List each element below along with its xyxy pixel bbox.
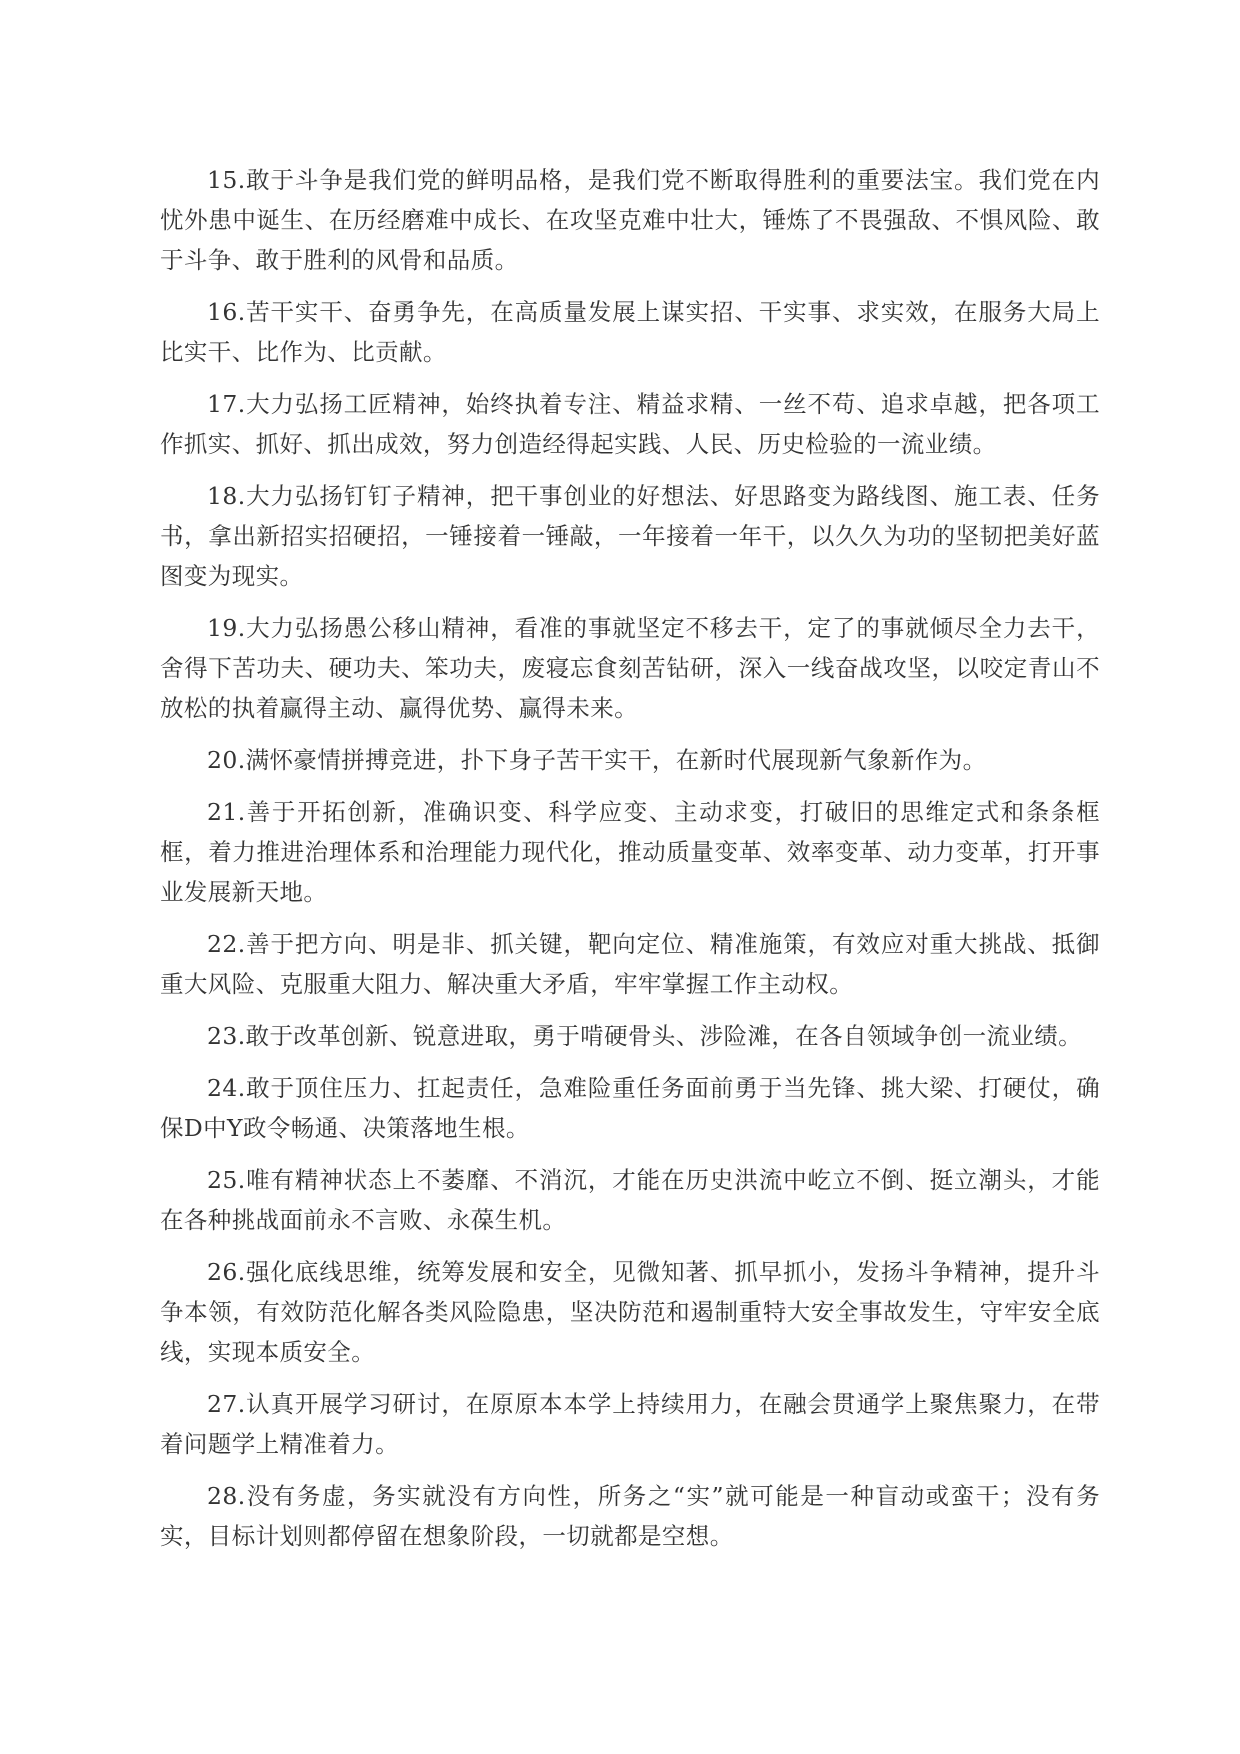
paragraph-15: 15.敢于斗争是我们党的鲜明品格，是我们党不断取得胜利的重要法宝。我们党在内忧外患中诞生、在历经磨难中成长、在攻坚克难中壮大，锤炼了不畏强敌、不惧风险、敢于斗争、敢于胜利的风骨和品质。 (160, 166, 1100, 274)
paragraph-19: 19.大力弘扬愚公移山精神，看准的事就坚定不移去干，定了的事就倾尽全力去干，舍得下苦功夫、硬功夫、笨功夫，废寝忘食刻苦钻研，深入一线奋战攻坚，以咬定青山不放松的执着赢得主动、赢得优势、赢得未来。 (160, 614, 1100, 722)
paragraph-21: 21.善于开拓创新，准确识变、科学应变、主动求变，打破旧的思维定式和条条框框，着力推进治理体系和治理能力现代化，推动质量变革、效率变革、动力变革，打开事业发展新天地。 (160, 798, 1100, 906)
paragraph-26: 26.强化底线思维，统筹发展和安全，见微知著、抓早抓小，发扬斗争精神，提升斗争本领，有效防范化解各类风险隐患，坚决防范和遏制重特大安全事故发生，守牢安全底线，实现本质安全。 (160, 1258, 1100, 1366)
paragraph-22: 22.善于把方向、明是非、抓关键，靶向定位、精准施策，有效应对重大挑战、抵御重大风险、克服重大阻力、解决重大矛盾，牢牢掌握工作主动权。 (160, 930, 1100, 998)
paragraph-17: 17.大力弘扬工匠精神，始终执着专注、精益求精、一丝不苟、追求卓越，把各项工作抓实、抓好、抓出成效，努力创造经得起实践、人民、历史检验的一流业绩。 (160, 390, 1100, 458)
paragraph-18: 18.大力弘扬钉钉子精神，把干事创业的好想法、好思路变为路线图、施工表、任务书，拿出新招实招硬招，一锤接着一锤敲，一年接着一年干，以久久为功的坚韧把美好蓝图变为现实。 (160, 482, 1100, 590)
paragraph-27: 27.认真开展学习研讨，在原原本本学上持续用力，在融会贯通学上聚焦聚力，在带着问题学上精准着力。 (160, 1390, 1100, 1458)
paragraph-28: 28.没有务虚，务实就没有方向性，所务之“实”就可能是一种盲动或蛮干；没有务实，目标计划则都停留在想象阶段，一切就都是空想。 (160, 1482, 1100, 1550)
paragraph-20: 20.满怀豪情拼搏竞进，扑下身子苦干实干，在新时代展现新气象新作为。 (207, 746, 987, 774)
paragraph-16: 16.苦干实干、奋勇争先，在高质量发展上谋实招、干实事、求实效，在服务大局上比实干、比作为、比贡献。 (160, 298, 1100, 366)
paragraph-23: 23.敢于改革创新、锐意进取，勇于啃硬骨头、涉险滩，在各自领域争创一流业绩。 (207, 1022, 1083, 1050)
paragraph-25: 25.唯有精神状态上不萎靡、不消沉，才能在历史洪流中屹立不倒、挺立潮头，才能在各种挑战面前永不言败、永葆生机。 (160, 1166, 1100, 1234)
paragraph-24: 24.敢于顶住压力、扛起责任，急难险重任务面前勇于当先锋、挑大梁、打硬仗，确保D中Y政令畅通、决策落地生根。 (160, 1074, 1100, 1142)
document-body (160, 160, 1100, 1568)
